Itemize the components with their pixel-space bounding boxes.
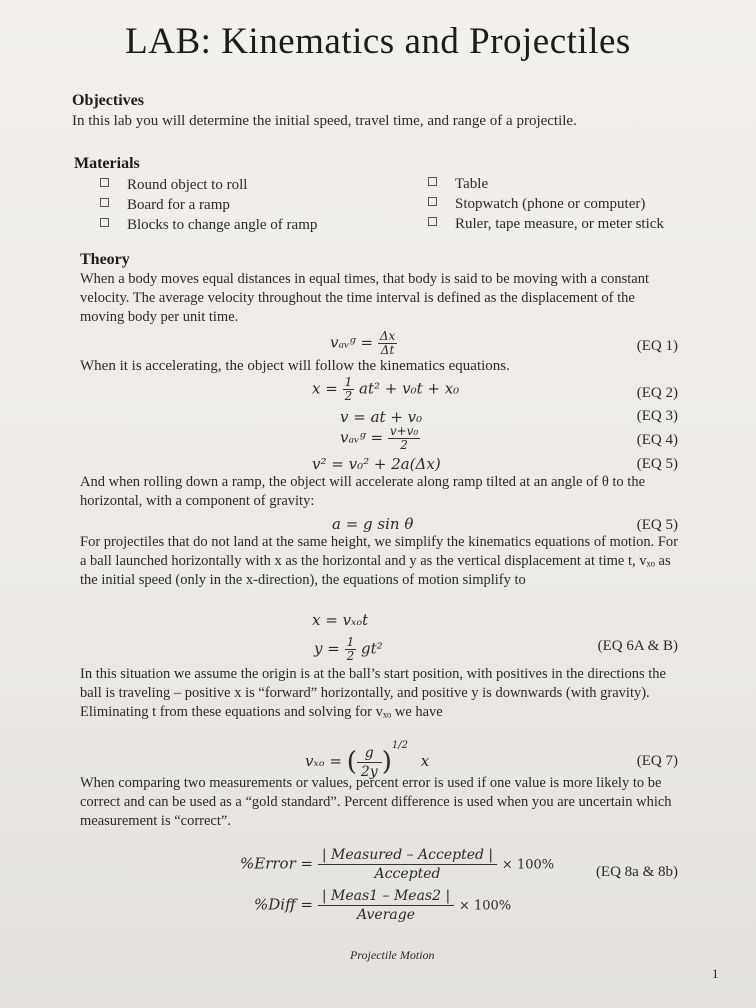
material-item: Ruler, tape measure, or meter stick [428, 214, 664, 234]
equation-8b: %Diff = $\frac{\text{| Meas1 – Meas2 |}}{\text{Average}}$ × 100% [254, 888, 512, 923]
equation-8a: %Error = $\frac{\text{| Measured – Accepted |}}{\text{Accepted}}$ × 100% [240, 847, 555, 882]
objectives-heading: Objectives [72, 92, 144, 109]
page-number: 1 [712, 966, 719, 981]
material-item: Board for a ramp [100, 195, 317, 215]
equation-5-label: (EQ 5) [636, 456, 678, 472]
checkbox-icon [100, 198, 109, 207]
checkbox-icon [428, 177, 437, 186]
equation-6a: x = vₓₒt [312, 611, 369, 629]
equation-1-label: (EQ 1) [636, 338, 678, 354]
checkbox-icon [100, 178, 109, 187]
theory-heading: Theory [80, 251, 130, 268]
equation-5-gravity-label: (EQ 5) [636, 517, 678, 533]
equation-1: vₐᵥᵍ = $\frac{\Delta x}{\Delta t}$ [330, 329, 396, 357]
theory-paragraph-5: In this situation we assume the origin is at the ball’s start position, with positives in the directions the ball is traveling – positive x is “forward” horizontally, and positive y is downwards (with gravity). Eliminating t from these equations and solving for vₓₒ we have [80, 666, 666, 720]
equation-6b: y = $\frac{1}{2}$ gt² [314, 635, 383, 663]
theory-paragraph-3: And when rolling down a ramp, the object will accelerate along ramp tilted at an angle of θ to the horizontal, with a component of gravity: [80, 474, 646, 509]
equation-4-label: (EQ 4) [636, 432, 678, 448]
equation-7: vₓₒ = ( $\frac{g}{2y}$ )$^{1/2}$ x [305, 740, 430, 780]
material-item: Stopwatch (phone or computer) [428, 194, 664, 214]
equation-2: x = $\frac{1}{2}$ at² + v₀t + x₀ [312, 375, 460, 403]
materials-right-list [428, 174, 664, 234]
equation-3-label: (EQ 3) [636, 408, 678, 424]
equation-4: vₐᵥᵍ = $\frac{\text{v+v₀}}{2}$ [340, 424, 419, 452]
equation-5: v² = v₀² + 2a(Δx) [312, 455, 441, 473]
material-item: Blocks to change angle of ramp [100, 215, 317, 235]
checkbox-icon [100, 218, 109, 227]
equation-2-label: (EQ 2) [636, 385, 678, 401]
equation-8-label: (EQ 8a & 8b) [595, 864, 678, 880]
checkbox-icon [428, 197, 437, 206]
theory-paragraph-1: When a body moves equal distances in equal times, that body is said to be moving with a constant velocity. The average velocity throughout the time interval is defined as the displacement of the moving body per unit time. [80, 271, 650, 325]
materials-heading: Materials [74, 155, 140, 172]
objectives-text: In this lab you will determine the initial speed, travel time, and range of a projectile. [72, 113, 577, 129]
theory-paragraph-6: When comparing two measurements or values, percent error is used if one value is more likely to be correct and can be used as a “gold standard”. Percent difference is used when you are uncertain which measurement is “correct”. [80, 775, 672, 829]
equation-6-label: (EQ 6A & B) [597, 638, 678, 654]
material-item: Table [428, 174, 664, 194]
checkbox-icon [428, 217, 437, 226]
equation-7-label: (EQ 7) [636, 753, 678, 769]
materials-left-list [100, 175, 317, 235]
material-item: Round object to roll [100, 175, 317, 195]
page-footer: Projectile Motion [350, 948, 435, 962]
theory-paragraph-2: When it is accelerating, the object will follow the kinematics equations. [80, 358, 510, 374]
theory-paragraph-4: For projectiles that do not land at the same height, we simplify the kinematics equations of motion. For a ball launched horizontally with x as the horizontal and y as the vertical displacement at time t, vₓₒ as the initial speed (only in the x-direction), the equations of motion simplify to [80, 534, 679, 588]
page-title: LAB: Kinematics and Projectiles [125, 21, 631, 62]
equation-5-gravity: a = g sin θ [332, 515, 414, 533]
equation-3: v = at + v₀ [340, 408, 423, 426]
